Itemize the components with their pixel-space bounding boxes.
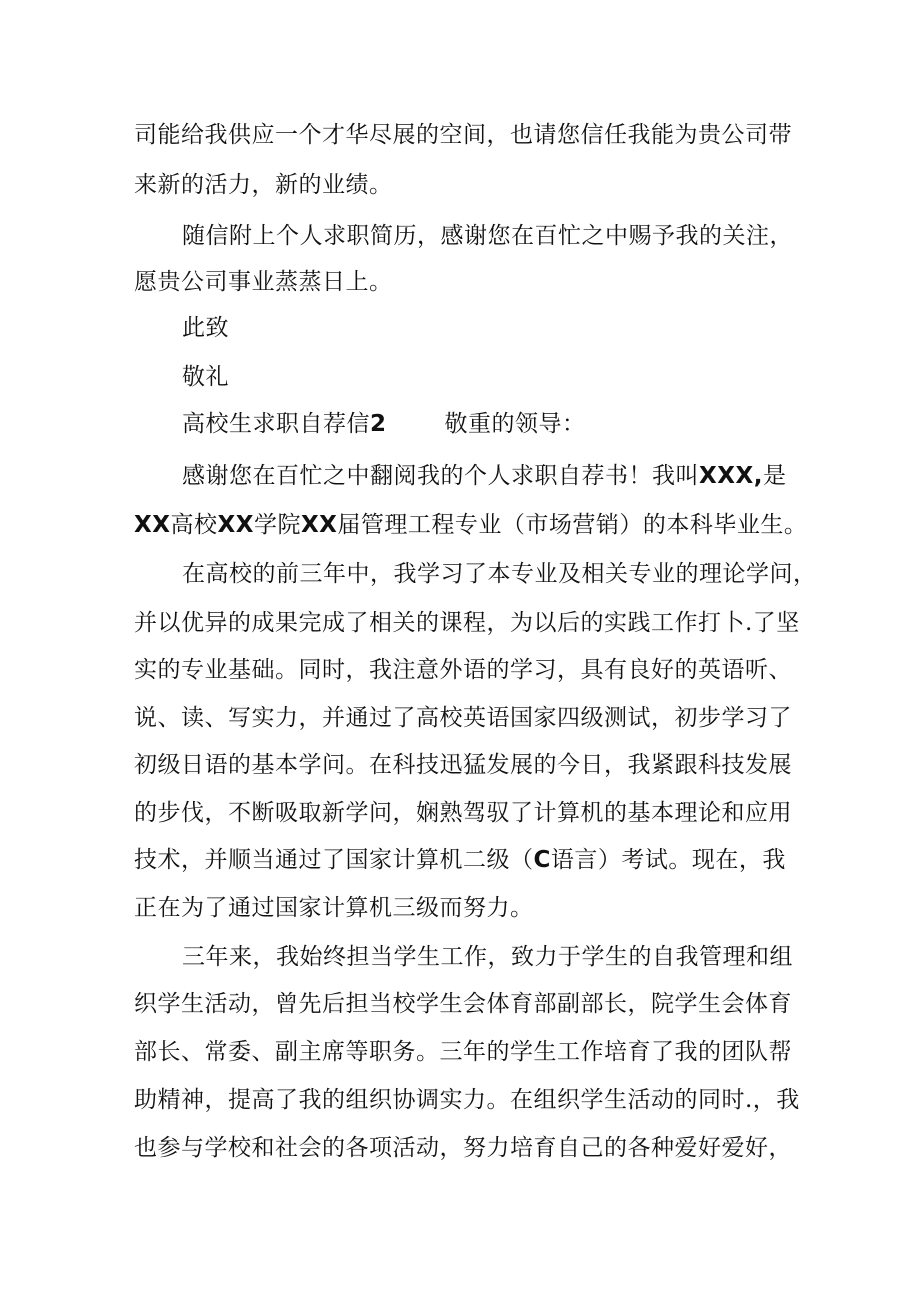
body-line: 技术，并顺当通过了国家计算机二级（C语言）考试。现在，我 <box>134 847 786 873</box>
body-line: 愿贵公司事业蒸蒸日上。 <box>134 269 393 295</box>
body-line: 也参与学校和社会的各项活动，努力培育自己的各种爱好爱好， <box>134 1135 792 1161</box>
body-line: 的步伐，不断吸取新学问，娴熟驾驭了计算机的基本理论和应用 <box>134 800 792 826</box>
intro-line: XX高校XX学院XX届管理工程专业（市场营销）的本科毕业生。 <box>134 512 808 538</box>
body-line: 正在为了通过国家计算机三级而努力。 <box>134 895 534 921</box>
body-line: 部长、常委、副主席等职务。三年的学生工作培育了我的团队帮 <box>134 1039 792 1065</box>
letter-heading <box>182 413 586 436</box>
body-line: 初级日语的基本学问。在科技迅猛发展的今日，我紧跟科技发展 <box>134 752 792 778</box>
body-line: 司能给我供应一个才华尽展的空间，也请您信任我能为贵公司带 <box>134 122 792 148</box>
body-line: 实的专业基础。同时，我注意外语的学习，具有良好的英语听、 <box>134 657 792 683</box>
body-line: 三年来，我始终担当学生工作，致力于学生的自我管理和组 <box>182 944 793 970</box>
letter-title: 高校生求职自荐信 <box>182 411 370 437</box>
body-line: 助精神，提高了我的组织协调实力。在组织学生活动的同时.，我 <box>134 1087 800 1113</box>
body-line: 在高校的前三年中，我学习了本专业及相关专业的理论学问， <box>182 561 817 587</box>
body-line: 来新的活力，新的业绩。 <box>134 172 393 198</box>
letter-number: 2 <box>370 411 387 437</box>
applicant-name: XXX, <box>699 463 763 489</box>
body-line: 并以优异的成果完成了相关的课程，为以后的实践工作打卜.了坚 <box>134 610 800 636</box>
body-line: 随信附上个人求职简历，感谢您在百忙之中赐予我的关注， <box>182 223 793 249</box>
closing-line: 此致 <box>182 315 229 341</box>
closing-line: 敬礼 <box>182 364 229 390</box>
greeting: 敬重的领导： <box>444 411 586 437</box>
body-line: 说、读、写实力，并通过了高校英语国家四级测试，初步学习了 <box>134 705 792 731</box>
body-line: 织学生活动，曾先后担当校学生会体育部副部长，院学生会体育 <box>134 991 792 1017</box>
intro-line: 感谢您在百忙之中翻阅我的个人求职自荐书！我叫XXX,是 <box>182 463 787 489</box>
